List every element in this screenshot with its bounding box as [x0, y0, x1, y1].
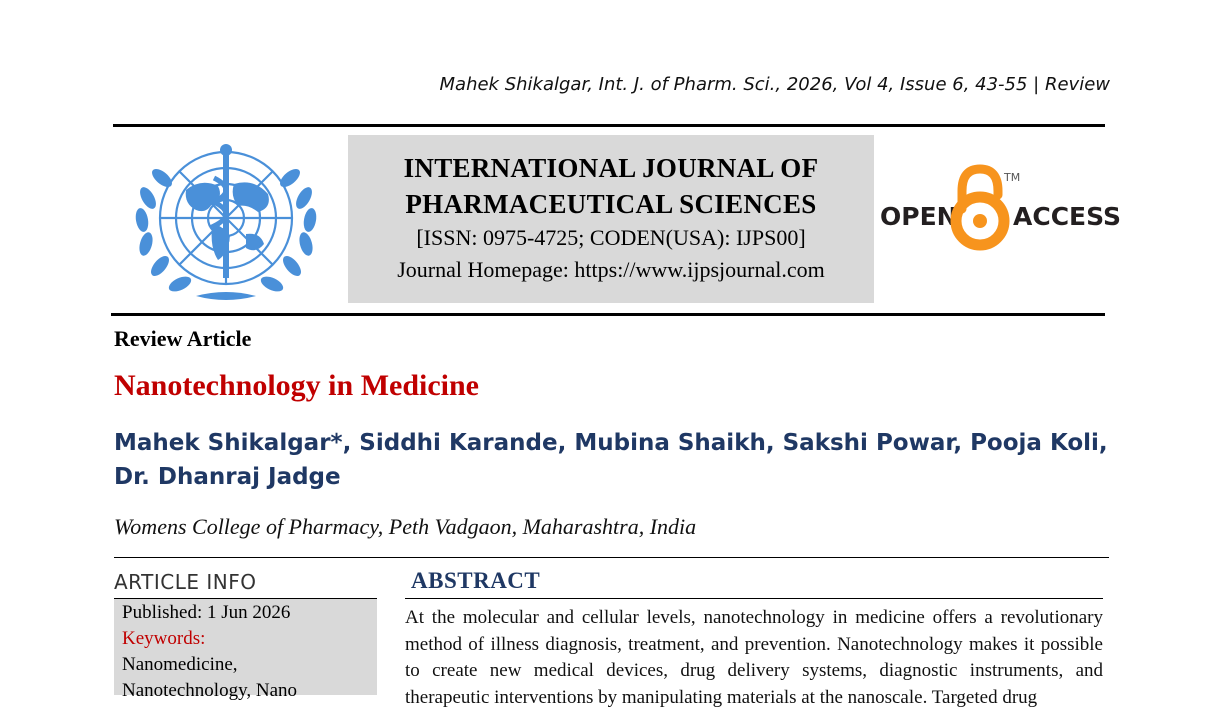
trademark-symbol: TM: [1004, 171, 1021, 184]
header-rule-top: [113, 124, 1105, 127]
article-title: Nanotechnology in Medicine: [114, 369, 479, 402]
keywords-line-2: Nanotechnology, Nano: [122, 680, 297, 701]
journal-issn: [ISSN: 0975-4725; CODEN(USA): IJPS00]: [416, 225, 806, 250]
keywords-label: Keywords:: [122, 628, 206, 649]
un-emblem-icon: [126, 138, 326, 306]
journal-homepage: Journal Homepage: https://www.ijpsjournal.com: [397, 257, 825, 282]
keywords-line-1: Nanomedicine,: [122, 654, 238, 675]
abstract-heading: ABSTRACT: [411, 568, 541, 593]
abstract-rule: [405, 598, 1103, 599]
header-rule-bottom: [111, 313, 1105, 316]
article-affiliation: Womens College of Pharmacy, Peth Vadgaon, Maharashtra, India: [114, 514, 697, 539]
article-type: Review Article: [114, 326, 252, 351]
article-info-box: [114, 599, 377, 701]
abstract-text: At the molecular and cellular levels, nanotechnology in medicine offers a revolutionary method of illness diagnosis, treatment, and prevention. Nanotechnology makes it possible to create new medical devices, drug delivery systems, diagnostic instruments, and therapeutic interventions by manipulating materials at the nanoscale. Targeted drug: [405, 607, 1103, 708]
citation-header: Mahek Shikalgar, Int. J. of Pharm. Sci., 2026, Vol 4, Issue 6, 43-55 | Review: [439, 74, 1110, 95]
access-word: ACCESS: [1013, 202, 1122, 231]
section-divider: [114, 557, 1109, 558]
open-access-logo: [880, 165, 1122, 255]
journal-title-line2: PHARMACEUTICAL SCIENCES: [405, 189, 817, 219]
article-info-heading: ARTICLE INFO: [114, 570, 257, 594]
article-authors: Mahek Shikalgar*, Siddhi Karande, Mubina Shaikh, Sakshi Powar, Pooja Koli, Dr. Dhanraj Jadge: [114, 430, 1108, 490]
journal-masthead: [348, 135, 874, 303]
published-date: Published: 1 Jun 2026: [122, 602, 291, 623]
journal-title-line1: INTERNATIONAL JOURNAL OF: [403, 153, 819, 183]
open-access-lock-icon: [956, 169, 1004, 245]
open-word: OPEN: [880, 202, 958, 231]
